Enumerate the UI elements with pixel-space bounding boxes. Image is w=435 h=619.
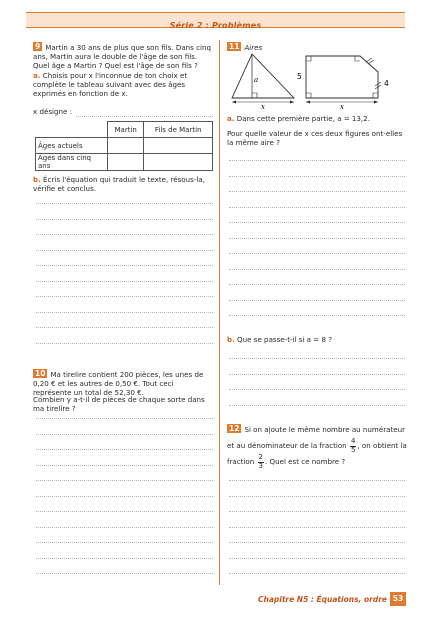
answer-line[interactable]	[36, 465, 213, 466]
ex10-number: 10	[35, 369, 46, 378]
ex11-number: 11	[229, 42, 240, 51]
answer-line[interactable]	[229, 480, 405, 481]
table-row	[36, 154, 213, 171]
triangle-label-a: a	[254, 76, 259, 84]
col-header-martin: Martin	[108, 122, 144, 138]
pentagon-shape	[306, 56, 378, 98]
ex9-designe-label: x désigne :	[33, 107, 72, 116]
answer-line[interactable]	[36, 296, 213, 297]
answer-line[interactable]	[229, 542, 405, 543]
fraction-denominator: 5	[350, 445, 356, 454]
table-corner-cell	[36, 122, 108, 138]
ex11-part-b-label: b.	[227, 335, 235, 344]
answer-line[interactable]	[36, 480, 213, 481]
ex9-age-table	[35, 121, 213, 171]
pentagon-label-4: 4	[384, 79, 389, 88]
ex11-title: Aires	[244, 43, 263, 52]
answer-line[interactable]	[229, 160, 405, 161]
ex9-designe	[33, 108, 72, 117]
answer-line[interactable]	[229, 253, 405, 254]
answer-line[interactable]	[229, 405, 405, 406]
answer-line[interactable]	[36, 434, 213, 435]
ex12-text-3: . Quel est ce nombre ?	[264, 457, 346, 466]
ex9-part-a-label: a.	[33, 71, 41, 80]
answer-line[interactable]	[229, 207, 405, 208]
answer-line[interactable]	[36, 573, 213, 574]
answer-line[interactable]	[36, 496, 213, 497]
ex11-figures	[228, 50, 408, 110]
answer-line[interactable]	[36, 511, 213, 512]
fraction-denominator: 3	[258, 461, 263, 470]
answer-line[interactable]	[36, 558, 213, 559]
answer-line[interactable]	[36, 327, 213, 328]
answer-line[interactable]	[36, 250, 213, 251]
answer-line[interactable]	[36, 449, 213, 450]
answer-line[interactable]	[36, 281, 213, 282]
answer-cell[interactable]	[108, 154, 144, 171]
ex10-question: Combien y a-t-il de pièces de chaque sorte dans ma tirelire ?	[33, 395, 205, 413]
chapter-footer: Chapitre N5 : Équations, ordre	[257, 595, 387, 604]
answer-line[interactable]	[229, 238, 405, 239]
series-header	[26, 12, 405, 28]
fraction-numerator: 2	[258, 453, 263, 461]
fraction-numerator: 4	[350, 437, 356, 445]
ex9-number: 9	[35, 42, 41, 51]
pentagon-label-5: 5	[297, 72, 302, 81]
answer-line[interactable]	[229, 358, 405, 359]
fraction-2-3	[258, 454, 264, 470]
answer-line[interactable]	[36, 418, 213, 419]
ex12-number: 12	[229, 424, 240, 433]
ex12-text	[227, 422, 407, 470]
fraction-4-5	[350, 438, 356, 454]
ex11-question: Pour quelle valeur de x ces deux figures ont-elles la même aire ?	[227, 129, 403, 147]
answer-line[interactable]	[229, 191, 405, 192]
answer-line[interactable]	[229, 222, 405, 223]
pentagon-label-x: x	[340, 103, 344, 110]
answer-line[interactable]	[229, 269, 405, 270]
ex11-part-a-label: a.	[227, 114, 235, 123]
answer-line[interactable]	[229, 527, 405, 528]
arrow-head	[290, 101, 294, 104]
equal-tick	[366, 58, 372, 62]
answer-line[interactable]	[229, 558, 405, 559]
row-label-actuels: Âges actuels	[36, 138, 108, 154]
triangle-label-x: x	[261, 103, 265, 110]
ex9-intro-text: Martin a 30 ans de plus que son fils. Dans cinq ans, Martin aura le double de l'âge de son fils. Quel âge a Martin ? Quel est l'âge de son fils ?	[33, 43, 212, 70]
ex11-part-a-text: Dans cette première partie, a = 13,2.	[236, 114, 370, 123]
answer-line[interactable]	[36, 542, 213, 543]
answer-line[interactable]	[229, 176, 405, 177]
answer-line[interactable]	[36, 234, 213, 235]
answer-line[interactable]	[36, 219, 213, 220]
ex9-intro	[33, 42, 213, 70]
equal-tick	[368, 60, 374, 64]
triangle-shape	[232, 54, 294, 98]
ex9-designe-answer-line[interactable]	[76, 116, 213, 117]
ex10-statement: Ma tirelire contient 200 pièces, les unes de 0,20 € et les autres de 0,50 €. Tout ceci représente un total de 52,30 €.	[33, 370, 204, 397]
ex11-part-b	[227, 336, 407, 345]
col-header-fils: Fils de Martin	[144, 122, 213, 138]
column-divider	[219, 40, 220, 585]
ex9-part-b-text: Écris l'équation qui traduit le texte, résous-la, vérifie et conclus.	[33, 175, 205, 193]
answer-line[interactable]	[229, 284, 405, 285]
ex11-part-b-text: Que se passe-t-il si a = 8 ?	[237, 335, 333, 344]
ex12-text-2: , on obtient la fraction	[227, 441, 407, 466]
arrow-head	[232, 101, 236, 104]
series-title: Série 2 : Problèmes	[169, 21, 262, 30]
answer-line[interactable]	[36, 312, 213, 313]
ex12-text-1: Si on ajoute le même nombre au numérateur et au dénominateur de la fraction	[227, 425, 406, 450]
answer-line[interactable]	[36, 203, 213, 204]
row-label-cinq-ans: Âges dans cinq ans	[36, 154, 108, 171]
ex9-part-b	[33, 176, 213, 194]
ex9-part-a	[33, 72, 213, 98]
answer-line[interactable]	[36, 527, 213, 528]
ex9-part-a-text: Choisis pour x l'inconnue de ton choix et complète le tableau suivant avec des âges exprimés en fonction de x.	[33, 71, 188, 98]
table-row	[36, 138, 213, 154]
ex11-part-a	[227, 115, 407, 124]
ex10-text	[33, 369, 213, 397]
answer-line[interactable]	[229, 300, 405, 301]
answer-line[interactable]	[229, 389, 405, 390]
page-number: 53	[390, 592, 406, 606]
table-row	[36, 122, 213, 138]
answer-line[interactable]	[229, 573, 405, 574]
arrow-head	[374, 101, 378, 104]
answer-line[interactable]	[36, 343, 213, 344]
answer-line[interactable]	[229, 496, 405, 497]
answer-cell[interactable]	[144, 154, 213, 171]
ex9-part-b-label: b.	[33, 175, 41, 184]
answer-line[interactable]	[229, 315, 405, 316]
answer-line[interactable]	[229, 511, 405, 512]
arrow-head	[306, 101, 310, 104]
answer-cell[interactable]	[144, 138, 213, 154]
answer-cell[interactable]	[108, 138, 144, 154]
answer-line[interactable]	[229, 374, 405, 375]
answer-line[interactable]	[36, 265, 213, 266]
